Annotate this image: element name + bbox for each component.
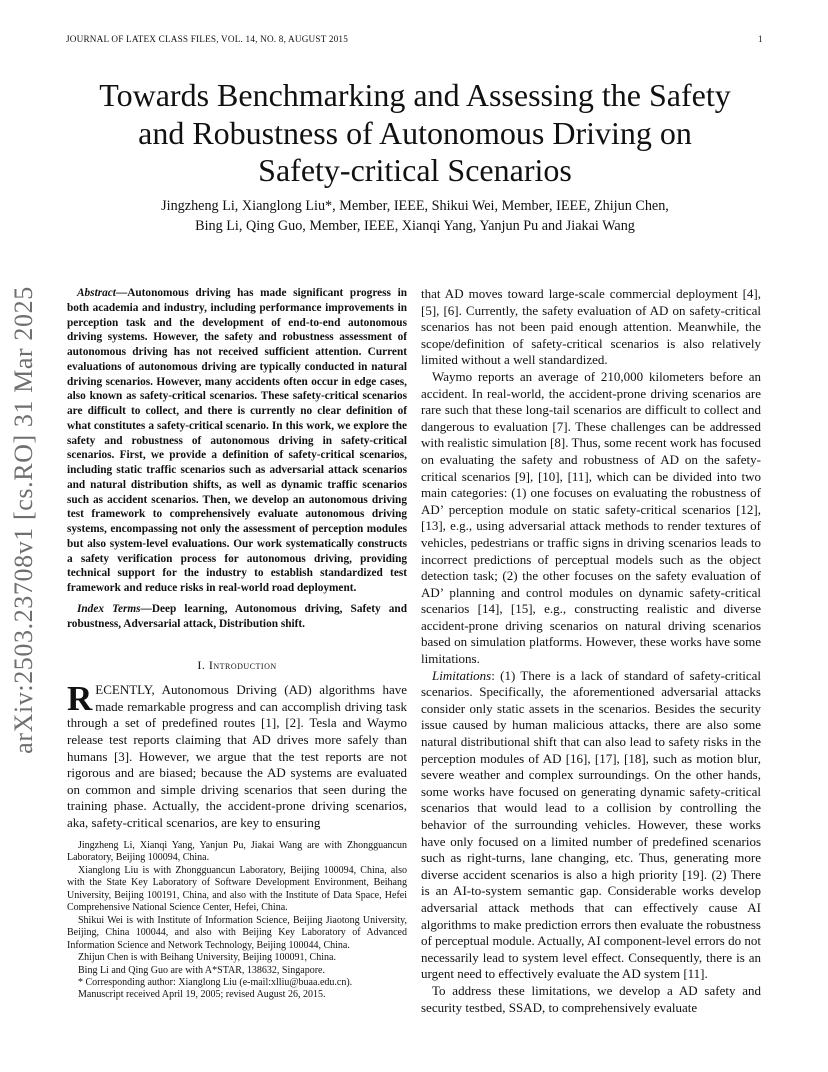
index-terms-text: —Deep learning, Autonomous driving, Safety and robustness, Adversarial attack, Distribution shift.: [67, 602, 407, 630]
footnote: Jingzheng Li, Xianqi Yang, Yanjun Pu, Jiakai Wang are with Zhongguancun Laboratory, Beijing 100094, China.: [67, 840, 407, 864]
body-paragraph: that AD moves toward large-scale commercial deployment [4], [5], [6]. Currently, the safety evaluation of AD on safety-critical scenarios has not been paid enough attention. Meanwhile, the scope/definition of safety-critical scenarios is also relatively limited without a well standardized.: [421, 286, 761, 368]
footnotes: [67, 840, 407, 1002]
abstract: [67, 286, 407, 596]
index-terms-label: Index Terms: [77, 602, 141, 615]
body-paragraph: Waymo reports an average of 210,000 kilometers before an accident. In real-world, the accident-prone driving scenarios are rare such that these long-tail scenarios are difficult to collect and dangerous to evaluation [7]. These challenges can be addressed with realistic simulation [8]. Thus, some recent work has focused on evaluating the safety and robustness of AD on the safety-critical scenarios [9], [10], [11], which can be divided into two main categories: (1) one focuses on evaluating the robustness of AD’ perception module on static safety-critical scenarios [12], [13], e.g., using adversarial attack methods to render textures of vehicles, pedestrians or traffic signs in driving scenarios leads to incorrect predictions of perceptual models such as the object detection task; (2) the other focuses on the safety evaluation of AD’ planning and control modules on dynamic safety-critical scenarios [14], [15], e.g., constructing realistic and diverse accident-prone driving scenarios on natural driving scenarios based on simulation platforms. However, these works have some limitations.: [421, 368, 761, 667]
footnote: Shikui Wei is with Institute of Information Science, Beijing Jiaotong University, Beijing, China 100044, and also with Beijing Key Laboratory of Advanced Information Science and Network Technology, Beijing 100044, China.: [67, 914, 407, 951]
authors-line-1: Jingzheng Li, Xianglong Liu*, Member, IEEE, Shikui Wei, Member, IEEE, Zhijun Chen,: [161, 198, 669, 214]
title-line-3: Safety-critical Scenarios: [258, 152, 572, 188]
footnote: Xianglong Liu is with Zhongguancun Laboratory, Beijing 100094, China, also with the State Key Laboratory of Software Development Environment, Beihang University, Beijing 100191, China, and also with the Institute of Data Space, Hefei Comprehensive National Science Center, Hefei, China.: [67, 864, 407, 914]
abstract-text: —Autonomous driving has made significant progress in both academia and industry, including performance improvements in perception task and the development of end-to-end autonomous driving systems. However, the safety and robustness assessment of autonomous driving has not received sufficient attention. Current evaluations of autonomous driving are typically conducted in natural driving scenarios. However, many accidents often occur in edge cases, also known as safety-critical scenarios. These safety-critical scenarios are difficult to collect, and there is currently no clear definition of what constitutes a safety-critical scenario. In this work, we explore the safety and robustness of autonomous driving in safety-critical scenarios. First, we provide a definition of safety-critical scenarios, including static traffic scenarios such as adversarial attack scenarios and natural distribution shifts, as well as dynamic traffic scenarios such as accident scenarios. Then, we develop an autonomous driving test framework to comprehensively evaluate autonomous driving systems, encompassing not only the assessment of perception modules but also system-level evaluations. Our work systematically constructs a safety verification process for autonomous driving, providing technical support for the industry to establish standardized test framework and reduce risks in real-world road deployment.: [67, 287, 407, 594]
limitations-label: Limitations: [432, 667, 492, 683]
limitations-text: : (1) There is a lack of standard of safety-critical scenarios. Specifically, the aforementioned adversarial attacks consider only static assets in the scenarios. Besides the security issue caused by human malicious attacks, there are also some natural distributional shift that can also lead to safety risks in the perception modules of AD [16], [17], [18], such as motion blur, severe weather and complex surroundings. On the other hands, some works have focused on generating dynamic safety-critical scenarios that would lead to a collision by controlling the behavior of the surrounding vehicles. However, these works have only focused on a limited number of predefined scenarios such as right-turns, lane changing, etc. Thus, generating more diverse accident scenarios is also a high priority [19]. (2) There is an AI-to-system semantic gap. Considerable works develop adversarial attack methods that can effectively cause AI algorithms to make prediction errors then evaluate the robustness of perceptual module. Actually, AI component-level errors do not necessarily lead to system level effect. Consequently, there is an urgent need to effectively evaluate the AD system [11].: [421, 667, 761, 982]
abstract-label: Abstract: [77, 287, 116, 299]
arxiv-sidebar: [2, 285, 46, 755]
footnote: * Corresponding author: Xianglong Liu (e-mail:xlliu@buaa.edu.cn).: [78, 976, 353, 988]
footnote: Manuscript received April 19, 2005; revised August 26, 2015.: [78, 989, 326, 1001]
title-line-1: Towards Benchmarking and Assessing the Safety: [99, 77, 731, 113]
limitations-paragraph: [421, 668, 761, 983]
drop-cap: R: [67, 679, 93, 719]
section-title: Introduction: [208, 658, 277, 673]
arxiv-identifier: arXiv:2503.23708v1 [cs.RO] 31 Mar 2025: [9, 286, 38, 754]
body-paragraph: To address these limitations, we develop a AD safety and security testbed, SSAD, to comprehensively evaluate: [421, 982, 761, 1015]
title-line-2: and Robustness of Autonomous Driving on: [138, 114, 692, 151]
left-column: [67, 286, 407, 832]
intro-paragraph-1: [67, 679, 407, 831]
page-number: 1: [758, 34, 763, 44]
footnote: Bing Li and Qing Guo are with A*STAR, 138632, Singapore.: [78, 964, 325, 976]
paper-title: [70, 77, 760, 190]
footnote: Zhijun Chen is with Beihang University, Beijing 100091, China.: [78, 952, 336, 964]
right-column: [421, 286, 761, 1016]
index-terms: [67, 602, 407, 632]
author-list: [70, 197, 760, 236]
intro-paragraph-1-text: ECENTLY, Autonomous Driving (AD) algorithms have made remarkable progress and can accomplish driving task through a set of predefined routes [1], [2]. Tesla and Waymo release test reports claiming that AD drives more safely than humans [3]. However, we argue that the test reports are not rigorous and are biased; because the AD systems are evaluated on common and simple driving scenarios that seen during the training phase. Actually, the accident-prone driving scenarios, aka, safety-critical scenarios, are key to ensuring: [67, 682, 407, 830]
running-head: JOURNAL OF LATEX CLASS FILES, VOL. 14, NO. 8, AUGUST 2015: [66, 34, 349, 44]
section-number: I.: [197, 658, 209, 673]
section-heading-introduction: [67, 658, 407, 673]
authors-line-2: Bing Li, Qing Guo, Member, IEEE, Xianqi Yang, Yanjun Pu and Jiakai Wang: [195, 217, 635, 234]
